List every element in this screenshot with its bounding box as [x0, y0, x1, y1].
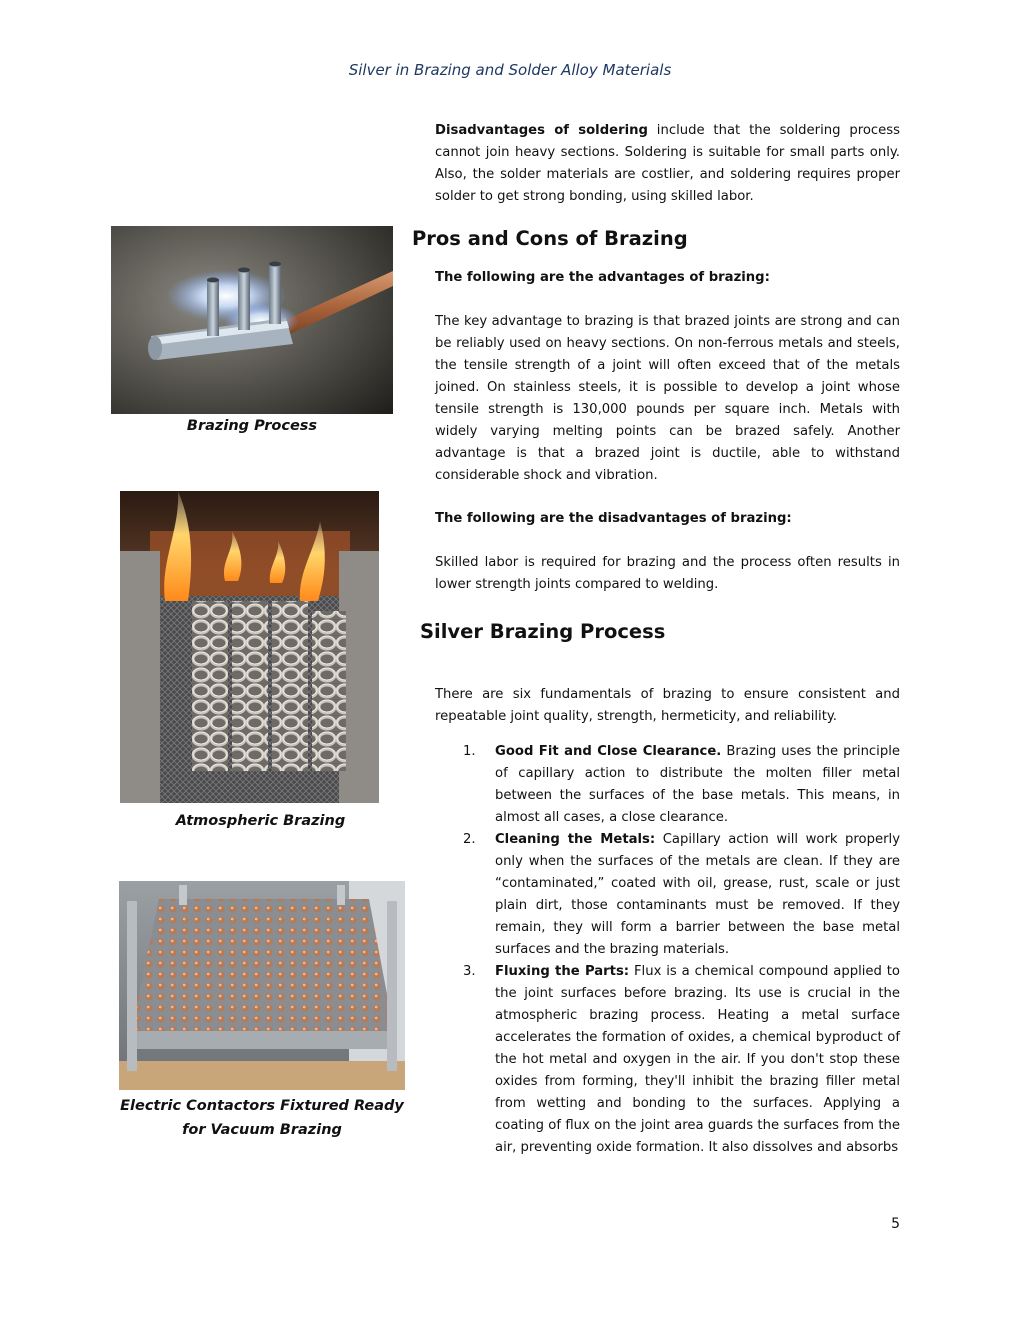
list-item-title: Fluxing the Parts: [495, 964, 630, 979]
brazing-process-photo [111, 226, 393, 414]
disadvantages-paragraph: Skilled labor is required for brazing and the process often results in lower strength joints compared to welding. [435, 555, 900, 592]
list-item-text: Flux is a chemical compound applied to the joint surfaces before brazing. Its use is crucial in the atmospheric brazing process. Heating a metal surface accelerates the formation of oxides, a chemical byproduct of the hot metal and oxygen in the air. If you don't stop these oxides from forming, they'll inhibit the brazing filler metal from wetting and bonding to the surfaces. Applying a coating of flux on the joint area guards the surfaces from the air, preventing oxide formation. It also dissolves and absorbs [495, 964, 900, 1155]
list-item-number: 1. [463, 744, 476, 759]
list-item-number: 2. [463, 832, 476, 847]
list-item-text: Capillary action will work properly only when the surfaces of the metals are clean. If they are “contaminated,” coated with oil, grease, rust, scale or just plain dirt, those contaminants must be removed. If they remain, they will form a barrier between the base metal surfaces and the brazing materials. [495, 832, 900, 957]
advantages-label: The following are the advantages of brazing: [435, 270, 770, 285]
heading-silver-brazing: Silver Brazing Process [420, 620, 666, 643]
disadvantages-label: The following are the disadvantages of brazing: [435, 511, 792, 526]
intro-text: include that the soldering process cannot join heavy sections. Soldering is suitable for small parts only. Also, the solder materials are costlier, and soldering requires proper solder to get strong bonding, using skilled labor. [435, 123, 900, 204]
list-item-number: 3. [463, 964, 476, 979]
figure-caption: Brazing Process [186, 418, 318, 434]
running-header: Silver in Brazing and Solder Alloy Materials [348, 61, 672, 79]
figure-caption: Atmospheric Brazing [175, 813, 346, 829]
fundamentals-list [463, 741, 900, 1159]
list-item [463, 741, 900, 829]
list-item-text: Brazing uses the principle of capillary action to distribute the molten filler metal between the surfaces of the base metals. This means, in almost all cases, a close clearance. [495, 744, 900, 825]
heading-pros-cons: Pros and Cons of Brazing [412, 227, 688, 250]
list-item [463, 829, 900, 961]
atmospheric-brazing-photo [120, 491, 379, 803]
silver-intro-paragraph: There are six fundamentals of brazing to ensure consistent and repeatable joint quality, strength, hermeticity, and reliability. [435, 687, 900, 724]
advantages-paragraph: The key advantage to brazing is that brazed joints are strong and can be reliably used on heavy sections. On non-ferrous metals and steels, the tensile strength of a joint will often exceed that of the metals joined. On stainless steels, it is possible to develop a joint whose tensile strength is 130,000 pounds per square inch. Metals with widely varying melting points can be brazed safely. Another advantage is that a brazed joint is ductile, able to withstand considerable shock and vibration. [435, 314, 900, 483]
list-item-title: Good Fit and Close Clearance. [495, 744, 722, 759]
page-number: 5 [891, 1216, 900, 1232]
list-item-title: Cleaning the Metals: [495, 832, 656, 847]
figure-caption: Electric Contactors Fixtured Ready for Vacuum Brazing [120, 1098, 404, 1138]
electric-contactors-photo [119, 881, 405, 1090]
intro-lead: Disadvantages of soldering [435, 123, 648, 138]
intro-paragraph [435, 120, 900, 208]
list-item [463, 961, 900, 1159]
